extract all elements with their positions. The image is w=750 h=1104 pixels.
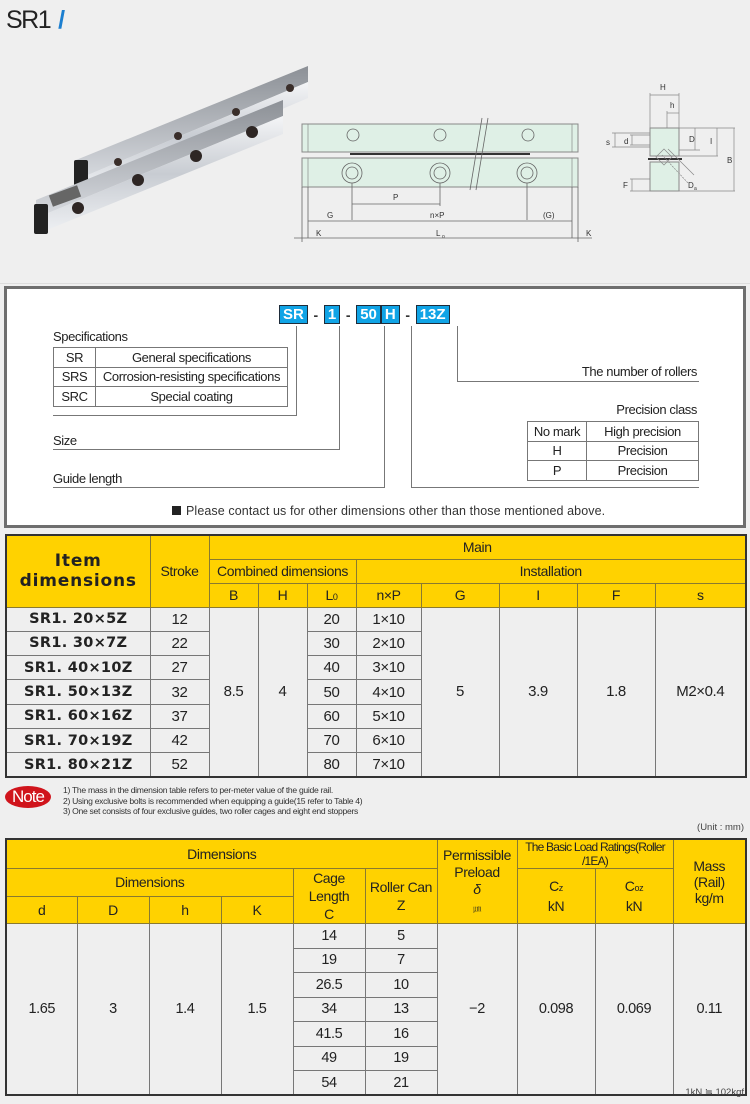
table-row <box>6 607 746 631</box>
model-cell: SR1. 20×5Z <box>6 607 150 631</box>
sec-D-label: D <box>689 135 695 144</box>
roller-can-cell: 16 <box>365 1022 437 1047</box>
precision-class-label: Precision class <box>616 402 697 417</box>
stroke-cell: 52 <box>150 753 209 777</box>
model-code-explanation-box <box>4 286 746 528</box>
table-row <box>6 924 746 949</box>
sec-F-label: F <box>623 181 628 190</box>
load-ratings-header: The Basic Load Ratings(Roller /1EA) <box>517 839 673 869</box>
specifications-table <box>53 347 288 407</box>
dim-G-label: G <box>327 211 334 220</box>
col-D-header: D <box>77 896 149 924</box>
cross-roller-guide-photo <box>28 60 313 240</box>
rail-plan-drawing <box>290 110 610 250</box>
L0-cell: 80 <box>307 753 356 777</box>
roller-can-cell: 10 <box>365 973 437 998</box>
nxP-cell: 1×10 <box>356 607 421 631</box>
spec-desc: General specifications <box>96 348 288 368</box>
leader-line-size <box>339 326 340 449</box>
leader-line-length <box>384 326 385 487</box>
permissible-preload-header: Permissible Preload δ ㎛ <box>437 839 517 924</box>
col-L0-header: L0 <box>307 583 356 607</box>
guide-length-label: Guide length <box>53 471 122 486</box>
stroke-cell: 42 <box>150 728 209 752</box>
spec-code: SRC <box>54 387 96 407</box>
sec-I-label: I <box>710 137 713 146</box>
code-chip: 50 <box>356 305 381 324</box>
roller-can-header: Roller Can Z <box>365 869 437 924</box>
leader-line-precision-h <box>411 487 699 488</box>
cage-length-header: Cage Length C <box>293 869 365 924</box>
load-ratings-table <box>5 838 747 1096</box>
dim-L0-label: L <box>436 229 441 238</box>
roller-can-cell: 7 <box>365 948 437 973</box>
cz-header: Cz kN <box>517 869 595 924</box>
dim-nxP-label: n×P <box>430 211 445 220</box>
precision-code: H <box>528 441 587 461</box>
roller-can-cell: 21 <box>365 1071 437 1096</box>
stroke-header: Stroke <box>150 535 209 607</box>
cage-length-cell: 26.5 <box>293 973 365 998</box>
sec-H-label: H <box>660 83 666 92</box>
note-line: 1) The mass in the dimension table refers to per-meter value of the guide rail. <box>63 785 333 795</box>
note-lines <box>63 785 362 817</box>
size-label: Size <box>53 433 77 448</box>
main-header: Main <box>209 535 746 559</box>
col-nxP-header: n×P <box>356 583 421 607</box>
precision-desc: High precision <box>587 422 699 442</box>
leader-line-sr <box>296 326 297 415</box>
dim-G-paren-label: (G) <box>543 211 555 220</box>
leader-line-length-h <box>53 487 385 488</box>
dimensions-subheader: Dimensions <box>6 869 293 897</box>
precision-table <box>527 421 699 481</box>
col-H-header: H <box>258 583 307 607</box>
nxP-cell: 4×10 <box>356 680 421 704</box>
coz-cell: 0.069 <box>595 924 673 1096</box>
leader-line-rollers <box>457 326 458 381</box>
code-chip: 13Z <box>416 305 450 324</box>
cage-length-cell: 41.5 <box>293 1022 365 1047</box>
rail-cross-section-drawing <box>590 75 750 210</box>
dimensions-header: Dimensions <box>6 839 437 869</box>
model-cell: SR1. 80×21Z <box>6 753 150 777</box>
sec-B-label: B <box>727 156 733 165</box>
F-cell: 1.8 <box>577 607 655 777</box>
dim-P-label: P <box>393 193 399 202</box>
cage-length-cell: 14 <box>293 924 365 949</box>
roller-can-cell: 5 <box>365 924 437 949</box>
title-slash: / <box>58 6 64 34</box>
precision-code: P <box>528 461 587 481</box>
cage-length-cell: 49 <box>293 1046 365 1071</box>
G-cell: 5 <box>421 607 499 777</box>
precision-row <box>528 461 699 481</box>
code-dash: - <box>405 306 411 323</box>
roller-can-cell: 13 <box>365 997 437 1022</box>
sec-Da-sub: a <box>694 186 697 192</box>
sec-h-label: h <box>670 101 675 110</box>
dim-L0-sub: o <box>442 234 445 240</box>
col-I-header: I <box>499 583 577 607</box>
L0-cell: 70 <box>307 728 356 752</box>
L0-cell: 30 <box>307 631 356 655</box>
col-F-header: F <box>577 583 655 607</box>
stroke-cell: 32 <box>150 680 209 704</box>
D-cell: 3 <box>77 924 149 1096</box>
title-text: SR1 <box>6 6 51 34</box>
precision-code: No mark <box>528 422 587 442</box>
h-cell: 1.4 <box>149 924 221 1096</box>
leader-line-precision <box>411 326 412 487</box>
nxP-cell: 6×10 <box>356 728 421 752</box>
leader-line-size-h <box>53 449 340 450</box>
spec-desc: Special coating <box>96 387 288 407</box>
mass-header: Mass (Rail) kg/m <box>673 839 746 924</box>
cage-length-cell: 34 <box>293 997 365 1022</box>
note-line: 2) Using exclusive bolts is recommended when equipping a guide(15 refer to Table 4) <box>63 795 363 806</box>
I-cell: 3.9 <box>499 607 577 777</box>
model-cell: SR1. 50×13Z <box>6 680 150 704</box>
dim-K-left-label: K <box>316 229 322 238</box>
sec-d-label: d <box>624 137 629 146</box>
col-K-header: K <box>221 896 293 924</box>
dim-K-right-label: K <box>586 229 592 238</box>
stroke-cell: 37 <box>150 704 209 728</box>
item-dimensions-header: Item dimensions <box>6 535 150 607</box>
cage-length-cell: 19 <box>293 948 365 973</box>
code-chip: 1 <box>324 305 340 324</box>
d-cell: 1.65 <box>6 924 77 1096</box>
model-cell: SR1. 40×10Z <box>6 656 150 680</box>
kn-conversion-note: 1kN ≒ 102kgf <box>685 1087 744 1098</box>
installation-header: Installation <box>356 559 746 583</box>
col-B-header: B <box>209 583 258 607</box>
model-cell: SR1. 60×16Z <box>6 704 150 728</box>
note-badge: Note <box>5 786 51 808</box>
precision-desc: Precision <box>587 461 699 481</box>
spec-row <box>54 367 288 387</box>
contact-note-text: Please contact us for other dimensions other than those mentioned above. <box>186 504 606 518</box>
L0-cell: 60 <box>307 704 356 728</box>
leader-line-rollers-h <box>457 381 699 382</box>
code-dash: - <box>313 306 319 323</box>
sec-s-label: s <box>606 138 610 147</box>
col-h-header: h <box>149 896 221 924</box>
code-dash: - <box>345 306 351 323</box>
L0-cell: 50 <box>307 680 356 704</box>
rollers-label: The number of rollers <box>581 364 697 379</box>
specifications-label: Specifications <box>53 329 128 344</box>
contact-note <box>172 504 605 518</box>
spec-desc: Corrosion-resisting specifications <box>96 367 288 387</box>
nxP-cell: 7×10 <box>356 753 421 777</box>
stroke-cell: 12 <box>150 607 209 631</box>
roller-can-cell: 19 <box>365 1046 437 1071</box>
stroke-cell: 27 <box>150 656 209 680</box>
model-code <box>279 305 450 324</box>
combined-dimensions-header: Combined dimensions <box>209 559 356 583</box>
stroke-cell: 22 <box>150 631 209 655</box>
nxP-cell: 5×10 <box>356 704 421 728</box>
sec-Da-label: D <box>688 181 694 190</box>
cz-cell: 0.098 <box>517 924 595 1096</box>
col-G-header: G <box>421 583 499 607</box>
coz-header: Coz kN <box>595 869 673 924</box>
nxP-cell: 2×10 <box>356 631 421 655</box>
L0-cell: 40 <box>307 656 356 680</box>
cage-length-cell: 54 <box>293 1071 365 1096</box>
mass-cell: 0.11 <box>673 924 746 1096</box>
square-bullet-icon <box>172 506 181 515</box>
dimensions-table <box>5 534 747 778</box>
model-cell: SR1. 70×19Z <box>6 728 150 752</box>
code-chip: SR <box>279 305 308 324</box>
H-cell: 4 <box>258 607 307 777</box>
code-chip: H <box>381 305 400 324</box>
precision-row <box>528 422 699 442</box>
unit-label: (Unit : mm) <box>697 822 744 833</box>
precision-row <box>528 441 699 461</box>
model-cell: SR1. 30×7Z <box>6 631 150 655</box>
nxP-cell: 3×10 <box>356 656 421 680</box>
L0-cell: 20 <box>307 607 356 631</box>
leader-line-sr-h <box>53 415 297 416</box>
spec-code: SR <box>54 348 96 368</box>
col-d-header: d <box>6 896 77 924</box>
B-cell: 8.5 <box>209 607 258 777</box>
spec-code: SRS <box>54 367 96 387</box>
section-divider <box>0 283 750 284</box>
precision-desc: Precision <box>587 441 699 461</box>
K-cell: 1.5 <box>221 924 293 1096</box>
spec-row <box>54 348 288 368</box>
preload-cell: −2 <box>437 924 517 1096</box>
page-title <box>6 6 64 35</box>
s-cell: M2×0.4 <box>655 607 746 777</box>
col-s-header: s <box>655 583 746 607</box>
note-line: 3) One set consists of four exclusive guides, two roller cages and eight end stoppers <box>63 806 359 816</box>
spec-row <box>54 387 288 407</box>
